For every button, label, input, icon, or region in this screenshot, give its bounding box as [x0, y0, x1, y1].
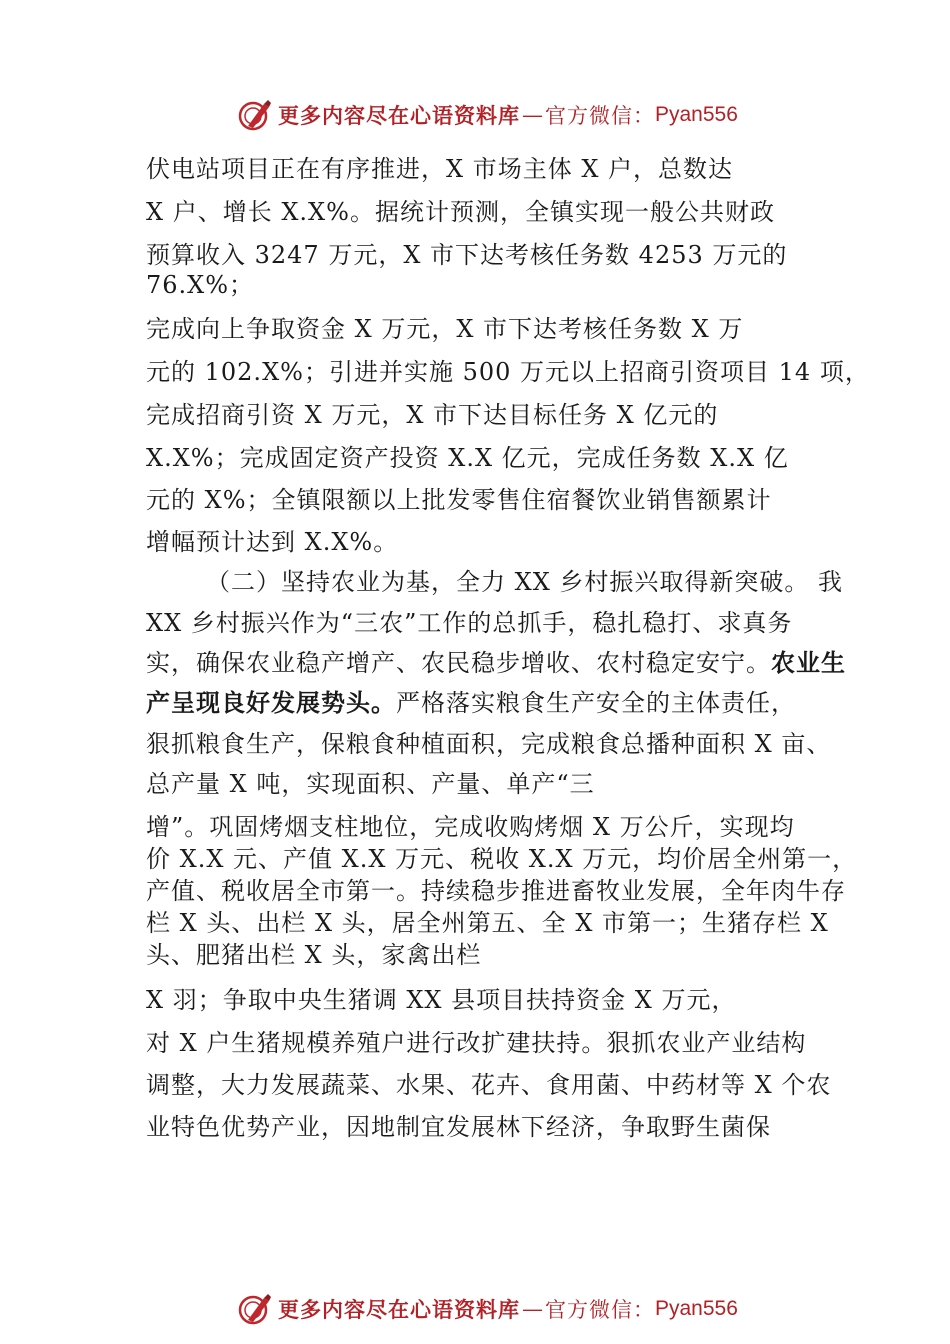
header-banner	[238, 95, 738, 135]
body-line: 狠抓粮食生产，保粮食种植面积，完成粮食总播种面积 X 亩、	[146, 730, 832, 758]
body-line: 元的 102.X%；引进并实施 500 万元以上招商引资项目 14 项，	[146, 358, 870, 386]
footer-wechat-label: 官方微信：	[545, 1298, 655, 1322]
header-brand: 更多内容尽在心语资料库	[278, 103, 520, 128]
body-line: 调整，大力发展蔬菜、水果、花卉、食用菌、中药材等 X 个农	[146, 1071, 832, 1099]
body-line: 增”。巩固烤烟支柱地位，完成收购烤烟 X 万公斤，实现均	[146, 813, 795, 841]
footer-separator: —	[522, 1297, 543, 1321]
footer-wechat-id: Pyan556	[655, 1297, 738, 1320]
body-line: 栏 X 头、出栏 X 头，居全州第五、全 X 市第一；生猪存栏 X	[146, 909, 829, 937]
footer-brand: 更多内容尽在心语资料库	[278, 1297, 520, 1322]
body-line: 76.X%；	[146, 271, 255, 299]
body-text: 实，确保农业稳产增产、农民稳步增收、农村稳定安宁。	[146, 649, 771, 677]
body-line: X 户、增长 X.X%。据统计预测，全镇实现一般公共财政	[146, 198, 775, 226]
header-separator: —	[522, 103, 543, 127]
body-line: 对 X 户生猪规模养殖户进行改扩建扶持。狠抓农业产业结构	[146, 1029, 807, 1057]
body-line: 总产量 X 吨，实现面积、产量、单产“三	[146, 770, 595, 798]
header-wechat-label: 官方微信：	[545, 104, 655, 128]
body-line: 完成招商引资 X 万元，X 市下达目标任务 X 亿元的	[146, 401, 719, 429]
body-line	[146, 688, 876, 718]
body-line: 完成向上争取资金 X 万元，X 市下达考核任务数 X 万	[146, 315, 744, 343]
body-text: 严格落实粮食生产安全的主体责任，	[396, 689, 796, 717]
body-line: XX 乡村振兴作为“三农”工作的总抓手，稳扎稳打、求真务	[146, 609, 793, 637]
bold-lead-text: 农业生	[771, 648, 846, 677]
pen-nib-seal-icon	[238, 1292, 272, 1326]
header-wechat-id: Pyan556	[655, 103, 738, 126]
body-line: 产值、税收居全市第一。持续稳步推进畜牧业发展，全年肉牛存	[146, 877, 846, 905]
pen-nib-seal-icon	[238, 98, 272, 132]
body-line: X 羽；争取中央生猪调 XX 县项目扶持资金 X 万元，	[146, 986, 737, 1014]
body-line: 业特色优势产业，因地制宜发展林下经济，争取野生菌保	[146, 1113, 771, 1141]
body-line: 头、肥猪出栏 X 头，家禽出栏	[146, 941, 482, 969]
body-line: 价 X.X 元、产值 X.X 万元、税收 X.X 万元，均价居全州第一，	[146, 845, 858, 873]
footer-banner	[238, 1289, 738, 1329]
body-line: 元的 X%；全镇限额以上批发零售住宿餐饮业销售额累计	[146, 486, 772, 514]
body-line: 增幅预计达到 X.X%。	[146, 528, 399, 556]
body-line	[146, 648, 876, 678]
body-line: 伏电站项目正在有序推进，X 市场主体 X 户，总数达	[146, 155, 734, 183]
body-line: 预算收入 3247 万元，X 市下达考核任务数 4253 万元的	[146, 241, 788, 269]
bold-lead-text: 产呈现良好发展势头。	[146, 688, 396, 717]
section-heading-line: （二）坚持农业为基，全力 XX 乡村振兴取得新突破。 我	[206, 568, 844, 596]
body-line: X.X%；完成固定资产投资 X.X 亿元，完成任务数 X.X 亿	[146, 444, 789, 472]
